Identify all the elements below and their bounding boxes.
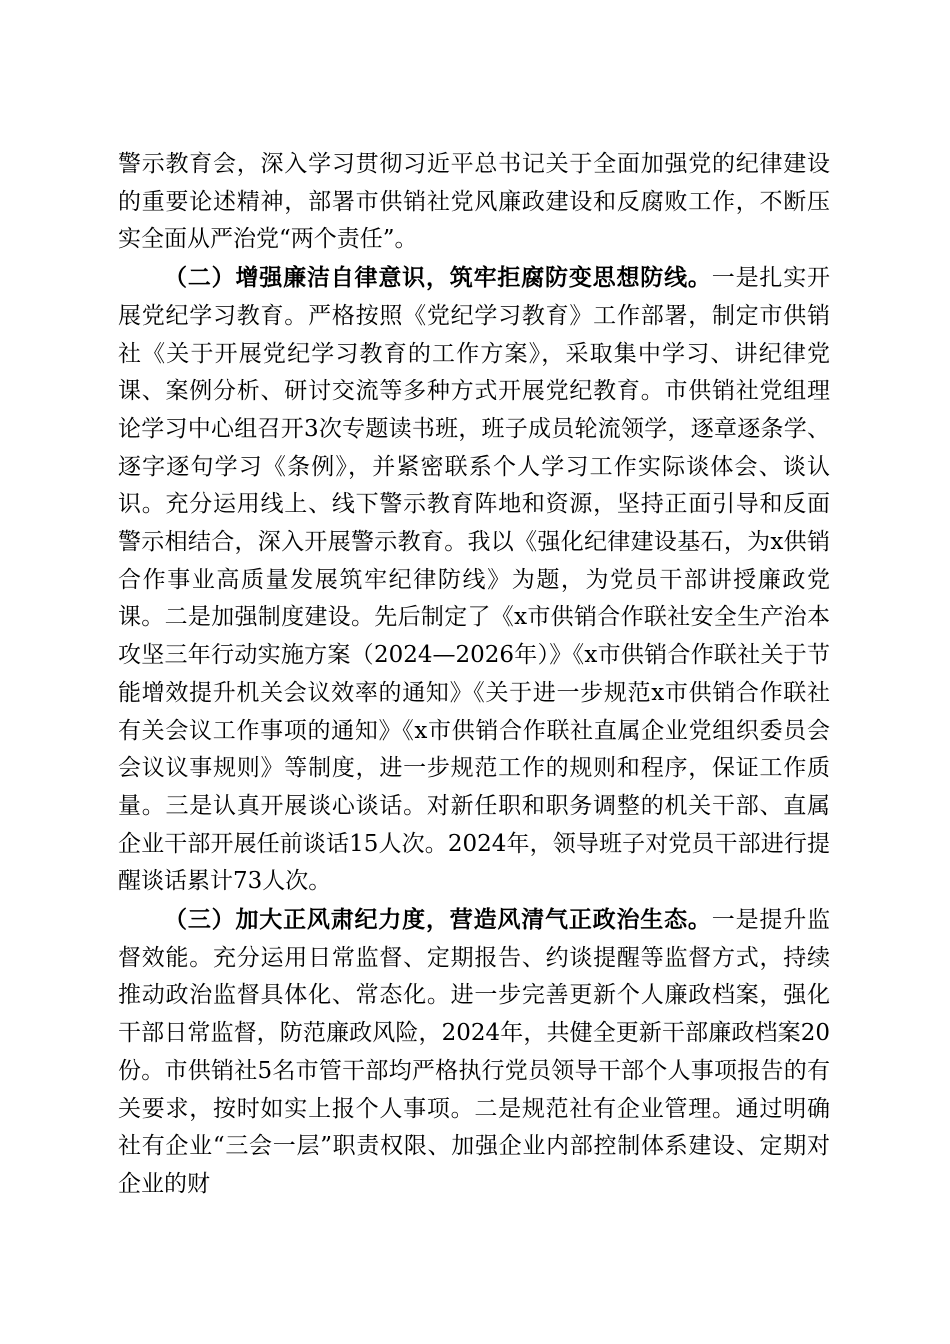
section-heading-3: （三）加大正风肃纪力度，营造风清气正政治生态。: [164, 906, 712, 934]
paragraph-1-body: 警示教育会，深入学习贯彻习近平总书记关于全面加强党的纪律建设的重要论述精神，部署市供销社党风廉政建设和反腐败工作，不断压实全面从严治党“两个责任”。: [118, 151, 830, 253]
paragraph-3: [118, 901, 830, 1204]
document-body: [118, 146, 830, 1204]
paragraph-3-body: 一是提升监督效能。充分运用日常监督、定期报告、约谈提醒等监督方式，持续推动政治监督具体化、常态化。进一步完善更新个人廉政档案，强化干部日常监督，防范廉政风险，2024年，共健全更新干部廉政档案20份。市供销社5名市管干部均严格执行党员领导干部个人事项报告的有关要求，按时如实上报个人事项。二是规范社有企业管理。通过明确社有企业“三会一层”职责权限、加强企业内部控制体系建设、定期对企业的财: [118, 907, 831, 1197]
paragraph-2: [118, 259, 830, 901]
paragraph-2-body: 一是扎实开展党纪学习教育。严格按照《党纪学习教育》工作部署，制定市供销社《关于开展党纪学习教育的工作方案》，采取集中学习、讲纪律党课、案例分析、研讨交流等多种方式开展党纪教育。市供销社党组理论学习中心组召开3次专题读书班，班子成员轮流领学，逐章逐条学、逐字逐句学习《条例》，并紧密联系个人学习工作实际谈体会、谈认识。充分运用线上、线下警示教育阵地和资源，坚持正面引导和反面警示相结合，深入开展警示教育。我以《强化纪律建设基石，为x供销合作事业高质量发展筑牢纪律防线》为题，为党员干部讲授廉政党课。二是加强制度建设。先后制定了《x市供销合作联社安全生产治本攻坚三年行动实施方案（2024—2026年）》《x市供销合作联社关于节能增效提升机关会议效率的通知》《关于进一步规范x市供销合作联社有关会议工作事项的通知》《x市供销合作联社直属企业党组织委员会会议议事规则》等制度，进一步规范工作的规则和程序，保证工作质量。三是认真开展谈心谈话。对新任职和职务调整的机关干部、直属企业干部开展任前谈话15人次。2024年，领导班子对党员干部进行提醒谈话累计73人次。: [118, 265, 831, 895]
paragraph-1: [118, 146, 830, 259]
section-heading-2: （二）增强廉洁自律意识，筑牢拒腐防变思想防线。: [164, 264, 712, 292]
